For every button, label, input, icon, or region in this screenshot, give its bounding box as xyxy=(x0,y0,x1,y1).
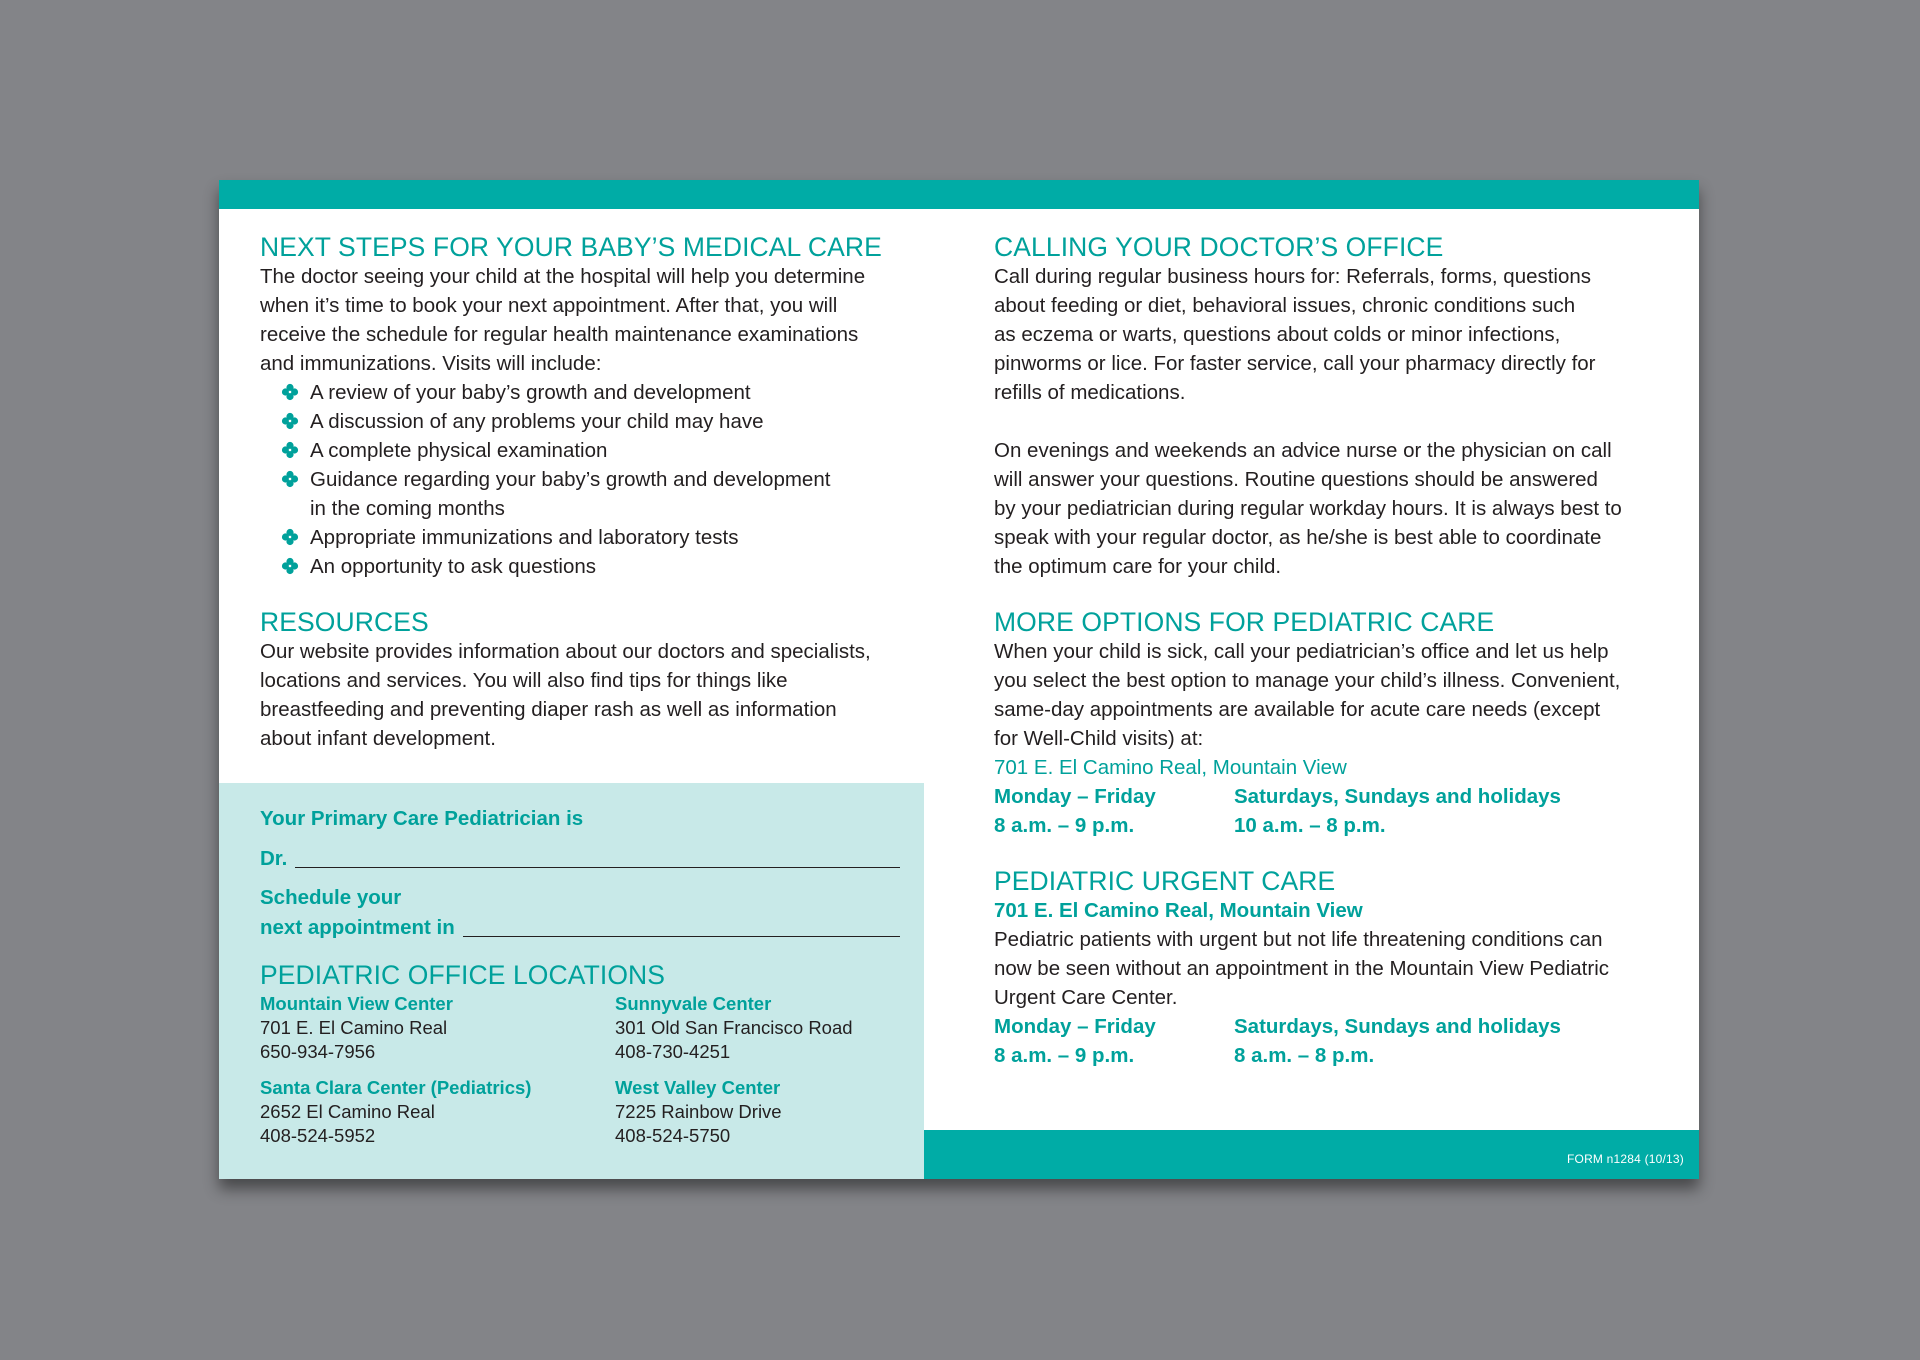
more-options-heading: MORE OPTIONS FOR PEDIATRIC CARE xyxy=(994,607,1495,637)
weekday-hours: 8 a.m. – 9 p.m. xyxy=(994,1044,1135,1067)
clover-bullet-icon xyxy=(281,470,299,488)
clover-bullet-icon xyxy=(281,557,299,575)
left-column xyxy=(260,232,920,753)
location-item: Santa Clara Center (Pediatrics) 2652 El Camino Real 408-524-5952 xyxy=(260,1076,615,1148)
resources-text: Our website provides information about our doctors and specialists, locations and services. You will also find tips for things like breastfeeding and preventing diaper rash as well as information about infant development. xyxy=(260,640,871,750)
next-steps-heading: NEXT STEPS FOR YOUR BABY’S MEDICAL CARE xyxy=(260,232,882,262)
next-steps-section xyxy=(260,232,920,581)
form-code: FORM n1284 (10/13) xyxy=(1567,1152,1684,1166)
visit-items-list xyxy=(260,378,920,581)
brochure-card xyxy=(219,180,1699,1179)
right-column xyxy=(994,232,1684,1070)
phone-number: 408-730-4251 xyxy=(615,1041,731,1062)
locations-heading: PEDIATRIC OFFICE LOCATIONS xyxy=(260,960,666,990)
list-item: Appropriate immunizations and laboratory tests xyxy=(281,523,920,552)
clover-bullet-icon xyxy=(281,383,299,401)
schedule-label: Schedule your xyxy=(260,886,402,909)
weekend-hours: 8 a.m. – 8 p.m. xyxy=(1234,1044,1375,1067)
appointment-field[interactable] xyxy=(463,912,900,937)
list-item: A review of your baby’s growth and development xyxy=(281,378,920,407)
phone-number: 650-934-7956 xyxy=(260,1041,376,1062)
next-steps-intro: The doctor seeing your child at the hospital will help you determine when it’s time to book your next appointment. After that, you will receive the schedule for regular health maintenance examinations and immunizations. Visits will include: xyxy=(260,265,866,375)
urgent-care-section xyxy=(994,866,1684,1070)
weekday-label: Monday – Friday xyxy=(994,1015,1156,1038)
phone-number: 408-524-5952 xyxy=(260,1125,376,1146)
phone-number: 408-524-5750 xyxy=(615,1125,731,1146)
urgent-care-heading: PEDIATRIC URGENT CARE xyxy=(994,866,1336,896)
weekday-hours: 8 a.m. – 9 p.m. xyxy=(994,814,1135,837)
resources-heading: RESOURCES xyxy=(260,607,429,637)
urgent-care-hours xyxy=(994,1012,1684,1070)
weekend-label: Saturdays, Sundays and holidays xyxy=(1234,785,1561,808)
office-locations-section xyxy=(260,960,900,1160)
list-item: A discussion of any problems your child may have xyxy=(281,407,920,436)
more-options-hours xyxy=(994,782,1684,840)
clover-bullet-icon xyxy=(281,441,299,459)
more-options-address: 701 E. El Camino Real, Mountain View xyxy=(994,756,1347,779)
list-item: A complete physical examination xyxy=(281,436,920,465)
calling-heading: CALLING YOUR DOCTOR’S OFFICE xyxy=(994,232,1444,262)
calling-section xyxy=(994,232,1684,581)
list-item: Guidance regarding your baby’s growth and development in the coming months xyxy=(281,465,920,523)
top-accent-bar xyxy=(219,180,1699,209)
list-item: An opportunity to ask questions xyxy=(281,552,920,581)
more-options-text: When your child is sick, call your pediatrician’s office and let us help you select the best option to manage your child’s illness. Convenient, same-day appointments are available for acute care needs (except for Well-Child visits) at: xyxy=(994,640,1621,750)
calling-para-1: Call during regular business hours for: Referrals, forms, questions about feeding or diet, behavioral issues, chronic conditions such as eczema or warts, questions about colds or minor infections, pinworms or lice. For faster service, call your pharmacy directly for refills of medications. xyxy=(994,265,1596,404)
weekend-label: Saturdays, Sundays and holidays xyxy=(1234,1015,1561,1038)
pcp-label: Your Primary Care Pediatrician is xyxy=(260,807,584,830)
location-item: West Valley Center 7225 Rainbow Drive 408-524-5750 xyxy=(615,1076,915,1148)
locations-grid xyxy=(260,992,900,1160)
more-options-section xyxy=(994,607,1684,840)
appointment-line xyxy=(260,912,900,942)
dr-label: Dr. xyxy=(260,847,288,870)
resources-section xyxy=(260,607,920,753)
location-item: Sunnyvale Center 301 Old San Francisco Road 408-730-4251 xyxy=(615,992,915,1064)
next-appointment-label: next appointment in xyxy=(260,916,455,939)
urgent-care-address: 701 E. El Camino Real, Mountain View xyxy=(994,899,1363,922)
weekend-hours: 10 a.m. – 8 p.m. xyxy=(1234,814,1386,837)
doctor-line xyxy=(260,843,900,873)
clover-bullet-icon xyxy=(281,412,299,430)
location-item: Mountain View Center 701 E. El Camino Real 650-934-7956 xyxy=(260,992,615,1064)
weekday-label: Monday – Friday xyxy=(994,785,1156,808)
urgent-care-text: Pediatric patients with urgent but not life threatening conditions can now be seen without an appointment in the Mountain View Pediatric Urgent Care Center. xyxy=(994,928,1610,1009)
doctor-name-field[interactable] xyxy=(295,843,900,868)
pcp-form xyxy=(260,804,900,942)
clover-bullet-icon xyxy=(281,528,299,546)
calling-para-2: On evenings and weekends an advice nurse or the physician on call will answer your questions. Routine questions should be answered by your pediatrician during regular workday hours. It is always best to speak with your regular doctor, as he/she is best able to coordinate the optimum care for your child. xyxy=(994,439,1622,578)
